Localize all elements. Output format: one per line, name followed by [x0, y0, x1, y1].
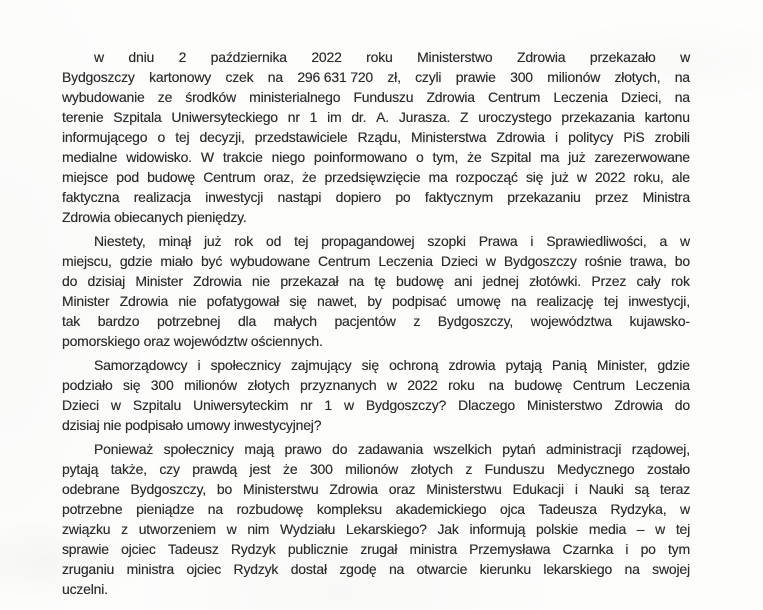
text-line: dzisiaj nie podpisało umowy inwestycyjnej? — [62, 417, 322, 433]
text-line: do dzisiaj Minister Zdrowia nie przekazał na tę budowę ani jednej złotówki. Przez cały rok — [62, 273, 690, 289]
text-line: zruganiu ministra ojciec Rydzyk dostał zgodę na otwarcie kierunku lekarskiego na swojej — [62, 561, 690, 577]
paragraph-3 — [62, 355, 690, 435]
text-line: uczelni. — [62, 581, 108, 597]
text-line: miejsce pod budowę Centrum oraz, że przedsięwzięcie ma rozpocząć się już w 2022 roku, ale — [62, 169, 690, 185]
text-line: tak bardzo potrzebnej dla małych pacjentów z Bydgoszczy, województwa kujawsko- — [62, 313, 690, 329]
text-line: wybudowanie ze środków ministerialnego Funduszu Zdrowia Centrum Leczenia Dzieci, na — [62, 89, 690, 105]
text-line: w dniu 2 października 2022 roku Ministerstwo Zdrowia przekazało w — [94, 49, 690, 65]
text-line: odebrane Bydgoszczy, bo Ministerstwu Zdrowia oraz Ministerstwu Edukacji i Nauki są teraz — [62, 481, 690, 497]
text-line: związku z utworzeniem w nim Wydziału Lekarskiego? Jak informują polskie media – w tej — [62, 521, 690, 537]
text-line: terenie Szpitala Uniwersyteckiego nr 1 im dr. A. Jurasza. Z uroczystego przekazania kartonu — [62, 109, 690, 125]
paragraph-4 — [62, 439, 690, 599]
paragraph-2 — [62, 231, 690, 351]
text-line: Niestety, minął już rok od tej propagandowej szopki Prawa i Sprawiedliwości, a w — [94, 233, 690, 249]
document-body — [62, 47, 690, 603]
text-line: pomorskiego oraz województw ościennych. — [62, 333, 323, 349]
text-line: sprawie ojciec Tadeusz Rydzyk publicznie zrugał ministra Przemysława Czarnka i po tym — [62, 541, 690, 557]
text-line: informującego o tej decyzji, przedstawiciele Rządu, Ministerstwa Zdrowia i politycy PiS zrobili — [62, 129, 690, 145]
text-line: medialne widowisko. W trakcie niego poinformowano o tym, że Szpital ma już zarezerwowane — [62, 149, 690, 165]
text-line: Bydgoszczy kartonowy czek na 296 631 720 zł, czyli prawie 300 milionów złotych, na — [62, 69, 690, 85]
text-line: Samorządowcy i społecznicy zajmujący się ochroną zdrowia pytają Panią Minister, gdzie — [94, 357, 690, 373]
text-line: podziało się 300 milionów złotych przyznanych w 2022 roku na budowę Centrum Leczenia — [62, 377, 690, 393]
text-line: Dzieci w Szpitalu Uniwersyteckim nr 1 w Bydgoszczy? Dlaczego Ministerstwo Zdrowia do — [62, 397, 690, 413]
text-line: Minister Zdrowia nie pofatygował się nawet, by podpisać umowę na realizację tej inwestycji, — [62, 293, 690, 309]
text-line: faktyczna realizacja inwestycji nastąpi dopiero po faktycznym przekazaniu przez Ministra — [62, 189, 690, 205]
text-line: Zdrowia obiecanych pieniędzy. — [62, 209, 247, 225]
paragraph-1 — [62, 47, 690, 227]
text-line: pytają także, czy prawdą jest że 300 milionów złotych z Funduszu Medycznego zostało — [62, 461, 690, 477]
text-line: Ponieważ społecznicy mają prawo do zadawania wszelkich pytań administracji rządowej, — [94, 441, 690, 457]
text-line: potrzebne pieniądze na rozbudowę kompleksu akademickiego ojca Tadeusza Rydzyka, w — [62, 501, 690, 517]
text-line: miejscu, gdzie miało być wybudowane Centrum Leczenia Dzieci w Bydgoszczy rośnie trawa, bo — [62, 253, 690, 269]
